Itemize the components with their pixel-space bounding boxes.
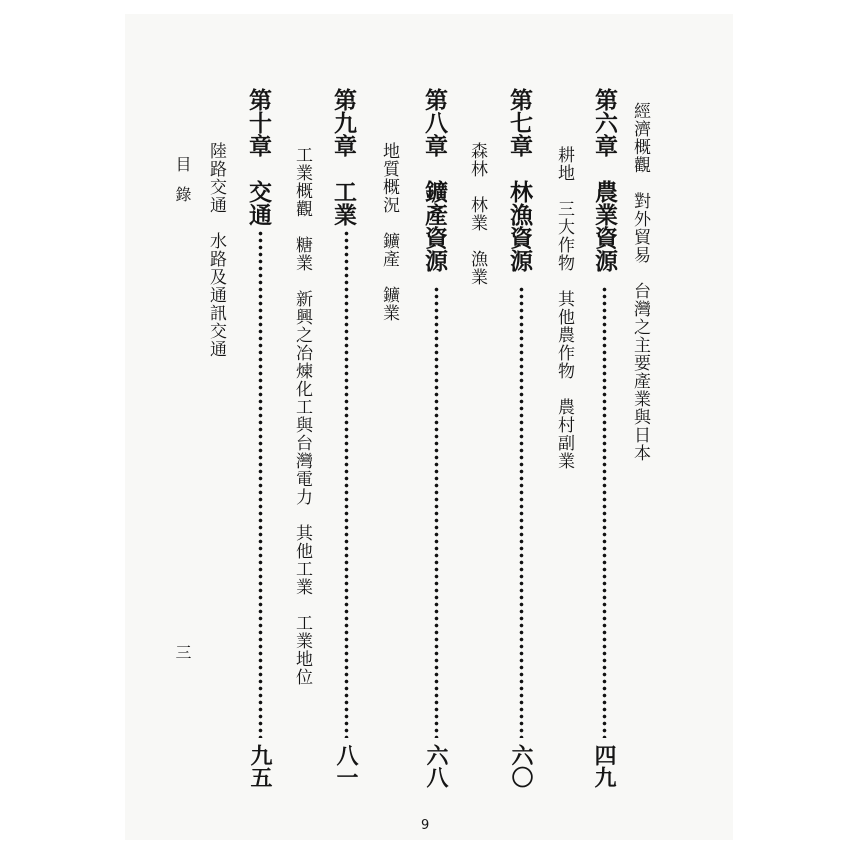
toc-leader-dots [258,230,263,738]
toc-chapter-6-subline: 耕地 三大作物 其他農作物 農村副業 [554,146,574,470]
toc-chapter-7-title: 第七章 林漁資源 [506,88,533,272]
toc-chapter-6-title: 第六章 農業資源 [591,88,618,272]
toc-chapter-9-subline: 工業概觀 糖業 新興之冶煉化工與台灣電力 其他工業 工業地位 [292,146,312,686]
toc-chapter-8-subline: 地質概況 鑛產 鑛業 [379,142,399,322]
toc-chapter-9-page: 八一 [333,744,359,788]
toc-chapter-7-page: 六〇 [508,744,534,788]
document-page [125,14,733,840]
toc-chapter-7-subline: 森林 林業 漁業 [467,142,487,286]
toc-leader-dots [602,286,607,738]
folio-number: 三 [173,644,192,660]
toc-chapter-8-page: 六八 [423,744,449,788]
toc-subline-economy: 經濟概觀 對外貿易 台灣之主要產業與日本 [630,102,650,462]
toc-chapter-10-subline: 陸路交通 水路及通訊交通 [206,142,226,358]
running-footer-label: 目錄 [173,156,192,216]
page-number: 9 [421,818,430,833]
toc-chapter-9-title: 第九章 工業 [330,88,357,226]
toc-chapter-8-title: 第八章 鑛產資源 [421,88,448,272]
toc-leader-dots [344,230,349,738]
toc-chapter-6-page: 四九 [591,744,617,788]
toc-leader-dots [434,286,439,738]
toc-leader-dots [519,286,524,738]
toc-chapter-10-page: 九五 [247,744,273,788]
toc-chapter-10-title: 第十章 交通 [245,88,272,226]
